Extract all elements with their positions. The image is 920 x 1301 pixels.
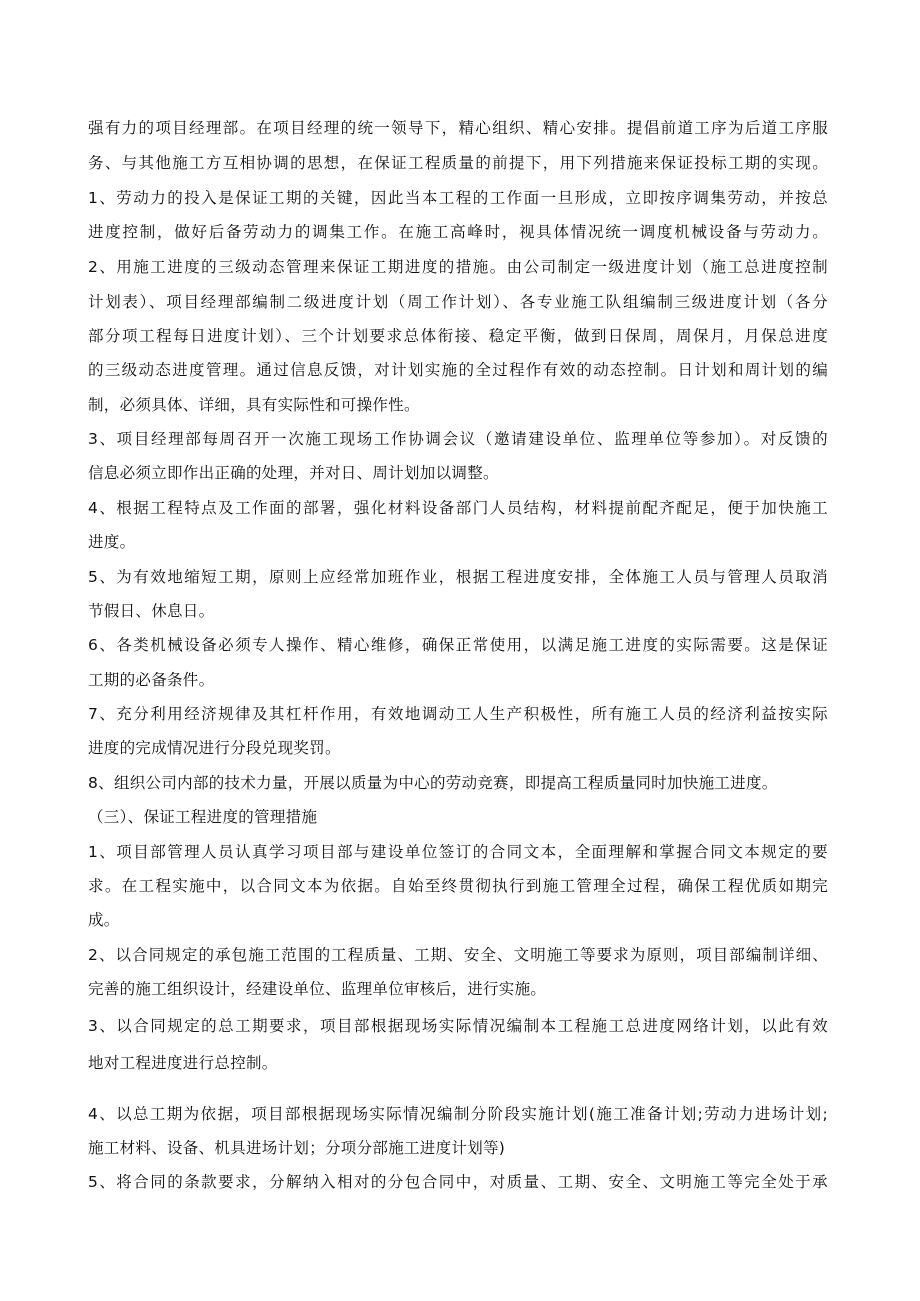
section-heading: （三）、保证工程进度的管理措施 — [88, 808, 318, 826]
text-line: 1、劳动力的投入是保证工期的关键，因此当本工程的工作面一旦形成，立即按序调集劳动，并按总 — [88, 189, 828, 207]
text-line: 1、项目部管理人员认真学习项目部与建设单位签订的合同文本，全面理解和掌握合同文本规定的要 — [88, 843, 828, 861]
text-line: 地对工程进度进行总控制。 — [88, 1054, 278, 1072]
text-line: 节假日、休息日。 — [88, 602, 215, 620]
text-line: 信息必须立即作出正确的处理，并对日、周计划加以调整。 — [88, 464, 499, 482]
text-line: 强有力的项目经理部。在项目经理的统一领导下，精心组织、精心安排。提倡前道工序为后道工序服 — [88, 119, 828, 137]
text-line: 8、组织公司内部的技术力量，开展以质量为中心的劳动竞赛，即提高工程质量同时加快施工进度。 — [88, 774, 778, 792]
text-line: 部分项工程每日进度计划）、三个计划要求总体衔接、稳定平衡，做到日保周，周保月，月保总进度 — [88, 327, 828, 345]
text-line: 施工材料、设备、机具进场计划；分项分部施工进度计划等) — [88, 1139, 506, 1157]
text-line: 工期的必备条件。 — [88, 671, 215, 689]
text-line: 2、以合同规定的承包施工范围的工程质量、工期、安全、文明施工等要求为原则，项目部编制详细、 — [88, 946, 828, 964]
text-line: 5、将合同的条款要求，分解纳入相对的分包合同中，对质量、工期、安全、文明施工等完全处于承 — [88, 1173, 828, 1191]
text-line: 5、为有效地缩短工期，原则上应经常加班作业，根据工程进度安排，全体施工人员与管理人员取消 — [88, 568, 828, 586]
text-line: 成。 — [88, 911, 120, 929]
text-line: 2、用施工进度的三级动态管理来保证工期进度的措施。由公司制定一级进度计划（施工总进度控制 — [88, 258, 828, 276]
text-line: 4、根据工程特点及工作面的部署，强化材料设备部门人员结构，材料提前配齐配足，便于加快施工 — [88, 499, 828, 517]
text-line: 完善的施工组织设计，经建设单位、监理单位审核后，进行实施。 — [88, 980, 547, 998]
text-line: 计划表）、项目经理部编制二级进度计划（周工作计划）、各专业施工队组编制三级进度计划（各分 — [88, 293, 828, 311]
text-line: 4、以总工期为依据，项目部根据现场实际情况编制分阶段实施计划(施工准备计划;劳动力进场计划; — [88, 1105, 828, 1123]
text-line: 6、各类机械设备必须专人操作、精心维修，确保正常使用，以满足施工进度的实际需要。这是保证 — [88, 636, 828, 654]
text-line: 7、充分利用经济规律及其杠杆作用，有效地调动工人生产积极性，所有施工人员的经济利益按实际 — [88, 705, 828, 723]
text-line: 制，必须具体、详细，具有实际性和可操作性。 — [88, 396, 420, 414]
text-line: 3、项目经理部每周召开一次施工现场工作协调会议（邀请建设单位、监理单位等参加）。对反馈的 — [88, 430, 828, 448]
text-line: 的三级动态进度管理。通过信息反馈，对计划实施的全过程作有效的动态控制。日计划和周计划的编 — [88, 361, 828, 379]
text-line: 3、以合同规定的总工期要求，项目部根据现场实际情况编制本工程施工总进度网络计划，以此有效 — [88, 1017, 828, 1035]
text-line: 进度。 — [88, 533, 136, 551]
text-line: 进度控制，做好后备劳动力的调集工作。在施工高峰时，视具体情况统一调度机械设备与劳动力。 — [88, 223, 828, 241]
text-line: 进度的完成情况进行分段兑现奖罚。 — [88, 739, 341, 757]
text-line: 求。在工程实施中，以合同文本为依据。自始至终贯彻执行到施工管理全过程，确保工程优质如期完 — [88, 877, 828, 895]
text-line: 务、与其他施工方互相协调的思想，在保证工程质量的前提下，用下列措施来保证投标工期的实现。 — [88, 154, 828, 172]
